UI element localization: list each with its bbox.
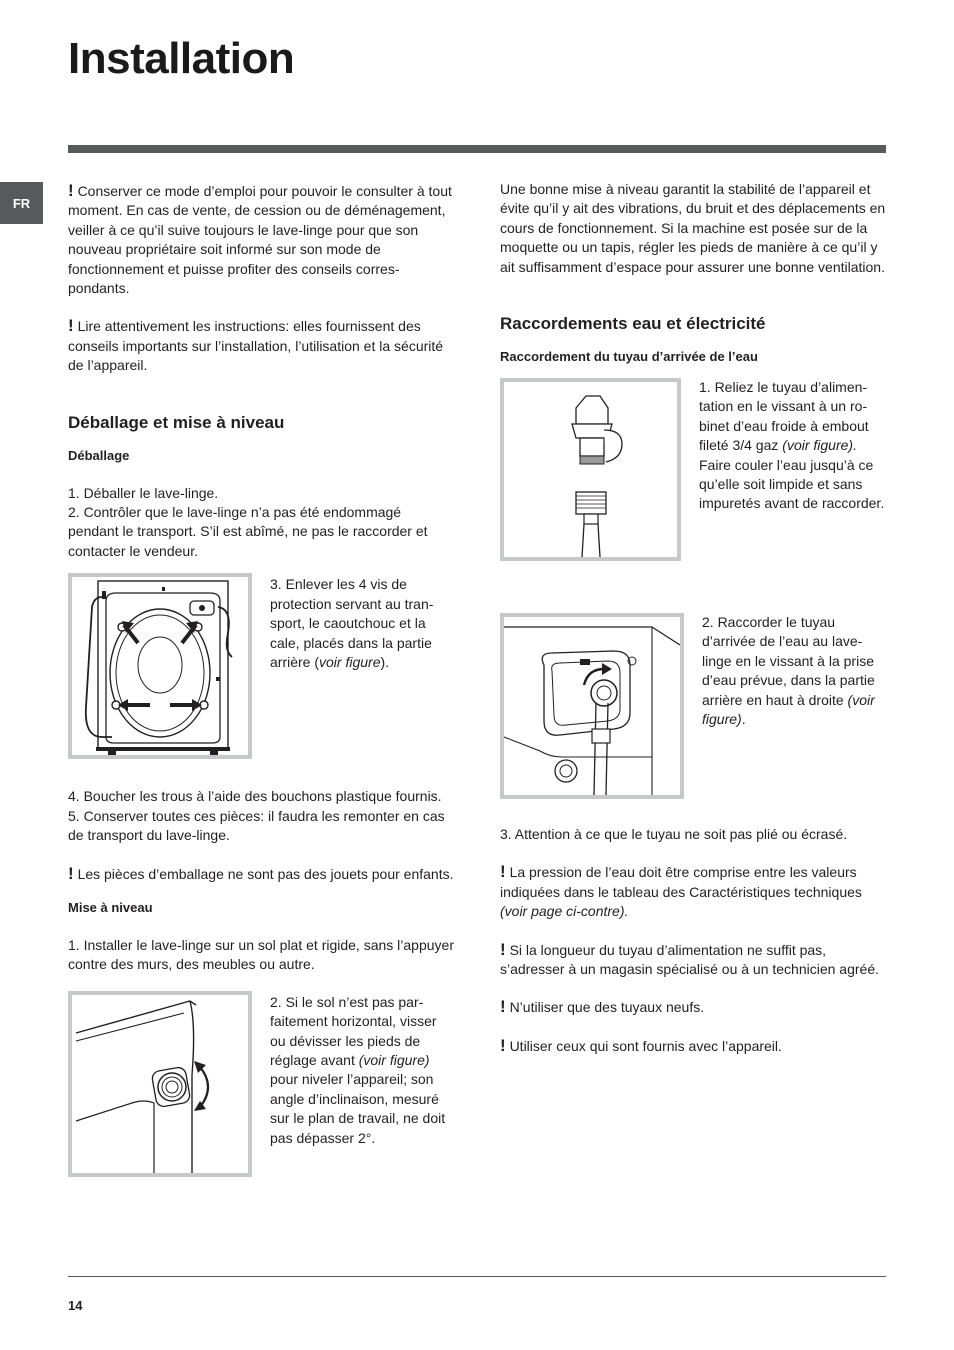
sub-heading-inlet-hose: Raccordement du tuyau d’arrivée de l’eau bbox=[500, 349, 758, 365]
figure-row-feet bbox=[68, 991, 454, 1177]
bottom-rule bbox=[68, 1276, 886, 1277]
water-step-3: 3. Attention à ce que le tuyau ne soit pas plié ou écrasé. bbox=[500, 826, 848, 843]
note-water-pressure: ! La pression de l’eau doit être comprise entre les valeurs indiquées dans le tableau des Caractéristiques techniques (voir page ci-contre). bbox=[500, 862, 862, 920]
step-3: 3. Enlever les 4 vis de protection servant au transport, le caoutchouc et la cale, placés dans la partie arrière (voir figure). bbox=[270, 576, 434, 670]
sub-heading-leveling: Mise à niveau bbox=[68, 899, 153, 915]
note-keep-manual: ! Conserver ce mode d’emploi pour pouvoir le consulter à tout moment. En cas de vente, de cession ou de déménagement, veiller à ce qu’il suive toujours le lave-linge pour que son nouveau propriétaire soit informé sur son mode de fonctionnement et puisse profiter des conseils correspondants. bbox=[68, 181, 452, 297]
page-title: Installation bbox=[68, 34, 295, 83]
warning-mark: ! bbox=[500, 939, 506, 959]
warning-mark: ! bbox=[500, 862, 506, 882]
figure-row-screws bbox=[68, 573, 454, 759]
figure-row-tap bbox=[500, 378, 886, 561]
water-step-1: 1. Reliez le tuyau d’alimentation en le vissant à un robinet d’eau froide à embout fileté 3/4 gaz (voir figure). Faire couler l’eau jusqu’à ce qu’elle soit limpide et sans impuretés avant de raccorder. bbox=[699, 379, 885, 512]
leveling-intro: Une bonne mise à niveau garantit la stabilité de l’appareil et évite qu’il y ait des vibrations, du bruit et des déplacements en cours de fonctionnement. Si la machine est posée sur de la moquette ou un tapis, régler les pieds de manière à ce qu’il y ait suffisamment d’espace pour assurer une bonne ventilation. bbox=[500, 181, 886, 275]
foot-adjustment-illustration bbox=[72, 995, 248, 1173]
right-column bbox=[500, 180, 886, 1056]
step-5: 5. Conserver toutes ces pièces: il faudra les remonter en cas de transport du lave-linge. bbox=[68, 807, 445, 844]
figure-row-inlet bbox=[500, 613, 886, 799]
top-rule bbox=[68, 145, 886, 153]
level-step-1: 1. Installer le lave-linge sur un sol plat et rigide, sans l’appuyer contre des murs, des meubles ou autre. bbox=[68, 936, 454, 973]
step-4: 4. Boucher les trous à l’aide des bouchons plastique fournis. bbox=[68, 788, 442, 805]
step-2: 2. Contrôler que le lave-linge n’a pas été endommagé pendant le transport. S’il est abîmé, ne pas le raccorder et contacter le vendeur. bbox=[68, 504, 428, 559]
figure-adjust-feet bbox=[68, 991, 252, 1177]
note-hose-length: ! Si la longueur du tuyau d’alimentation ne suffit pas, s’adresser à un magasin spécialisé ou à un technicien agréé. bbox=[500, 939, 880, 978]
washer-back-illustration bbox=[72, 577, 248, 755]
section-heading-unpacking: Déballage et mise à niveau bbox=[68, 412, 285, 432]
level-step-2: 2. Si le sol n’est pas parfaitement horizontal, visser ou dévisser les pieds de réglage avant (voir figure) pour niveler l’appareil; son angle d’inclinaison, mesuré sur le plan de travail, ne doit pas dépasser 2°. bbox=[270, 993, 446, 1146]
figure-back-screws bbox=[68, 573, 252, 759]
left-column bbox=[68, 182, 454, 1177]
note-supplied-hoses: ! Utiliser ceux qui sont fournis avec l’appareil. bbox=[500, 1035, 782, 1055]
note-read-instructions: ! Lire attentivement les instructions: elles fournissent des conseils importants sur l’installation, l’utilisation et la sécurité de l’appareil. bbox=[68, 316, 444, 374]
note-new-hoses: ! N’utiliser que des tuyaux neufs. bbox=[500, 997, 705, 1017]
figure-inlet-connection bbox=[500, 613, 684, 799]
sub-heading-unpacking: Déballage bbox=[68, 447, 130, 463]
water-step-2: 2. Raccorder le tuyau d’arrivée de l’eau au lave-linge en le vissant à la prise d’eau prévue, dans la partie arrière en haut à droite (voir figure). bbox=[702, 614, 875, 728]
warning-mark: ! bbox=[68, 316, 74, 336]
page-number: 14 bbox=[68, 1298, 83, 1313]
language-tab: FR bbox=[0, 182, 43, 224]
warning-mark: ! bbox=[500, 1035, 506, 1055]
note-packaging: ! Les pièces d’emballage ne sont pas des jouets pour enfants. bbox=[68, 863, 454, 883]
tap-hose-illustration bbox=[504, 382, 677, 557]
inlet-hose-illustration bbox=[504, 617, 680, 795]
warning-mark: ! bbox=[500, 997, 506, 1017]
warning-mark: ! bbox=[68, 181, 74, 200]
step-1: 1. Déballer le lave-linge. bbox=[68, 484, 219, 501]
figure-tap-connection bbox=[500, 378, 681, 561]
section-heading-connections: Raccordements eau et électricité bbox=[500, 314, 766, 334]
warning-mark: ! bbox=[68, 863, 74, 883]
